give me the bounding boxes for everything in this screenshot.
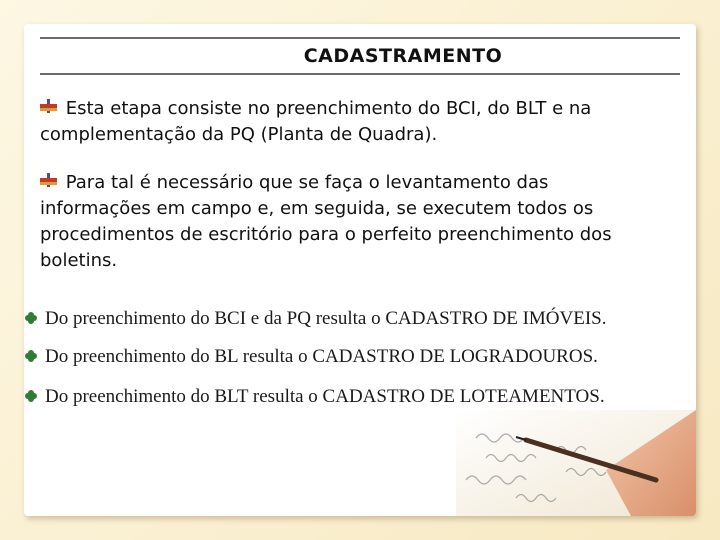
diamond-bullet-icon [24, 389, 38, 403]
handwriting-pen-photo [456, 410, 696, 516]
paragraph-2-text: Para tal é necessário que se faça o levantamento das informações em campo e, em seguida, se executem todos os procedimentos de escritório para o perfeito preenchimento dos boletins. [40, 172, 612, 271]
list-item-loteamentos [24, 386, 696, 408]
pen-bullet-icon [40, 173, 58, 187]
paragraph-1-text: Esta etapa consiste no preenchimento do BCI, do BLT e na complementação da PQ (Planta de Quadra). [40, 98, 592, 145]
slide [24, 24, 696, 516]
list-item-loteamentos-text: Do preenchimento do BLT resulta o CADASTRO DE LOTEAMENTOS. [45, 386, 605, 407]
title-top-rule [40, 37, 680, 39]
diamond-bullet-icon [24, 311, 38, 325]
list-item-logradouros-text: Do preenchimento do BL resulta o CADASTRO DE LOGRADOUROS. [45, 346, 598, 367]
list-item-logradouros [24, 346, 696, 368]
list-item-imoveis-text: Do preenchimento do BCI e da PQ resulta o CADASTRO DE IMÓVEIS. [45, 308, 607, 329]
paragraph-1 [40, 96, 660, 148]
pen-bullet-icon [40, 99, 58, 113]
paragraph-2 [40, 170, 660, 274]
diamond-bullet-icon [24, 349, 38, 363]
list-item-imoveis [24, 308, 696, 330]
slide-title: CADASTRAMENTO [303, 45, 503, 67]
title-bottom-rule [40, 73, 680, 75]
